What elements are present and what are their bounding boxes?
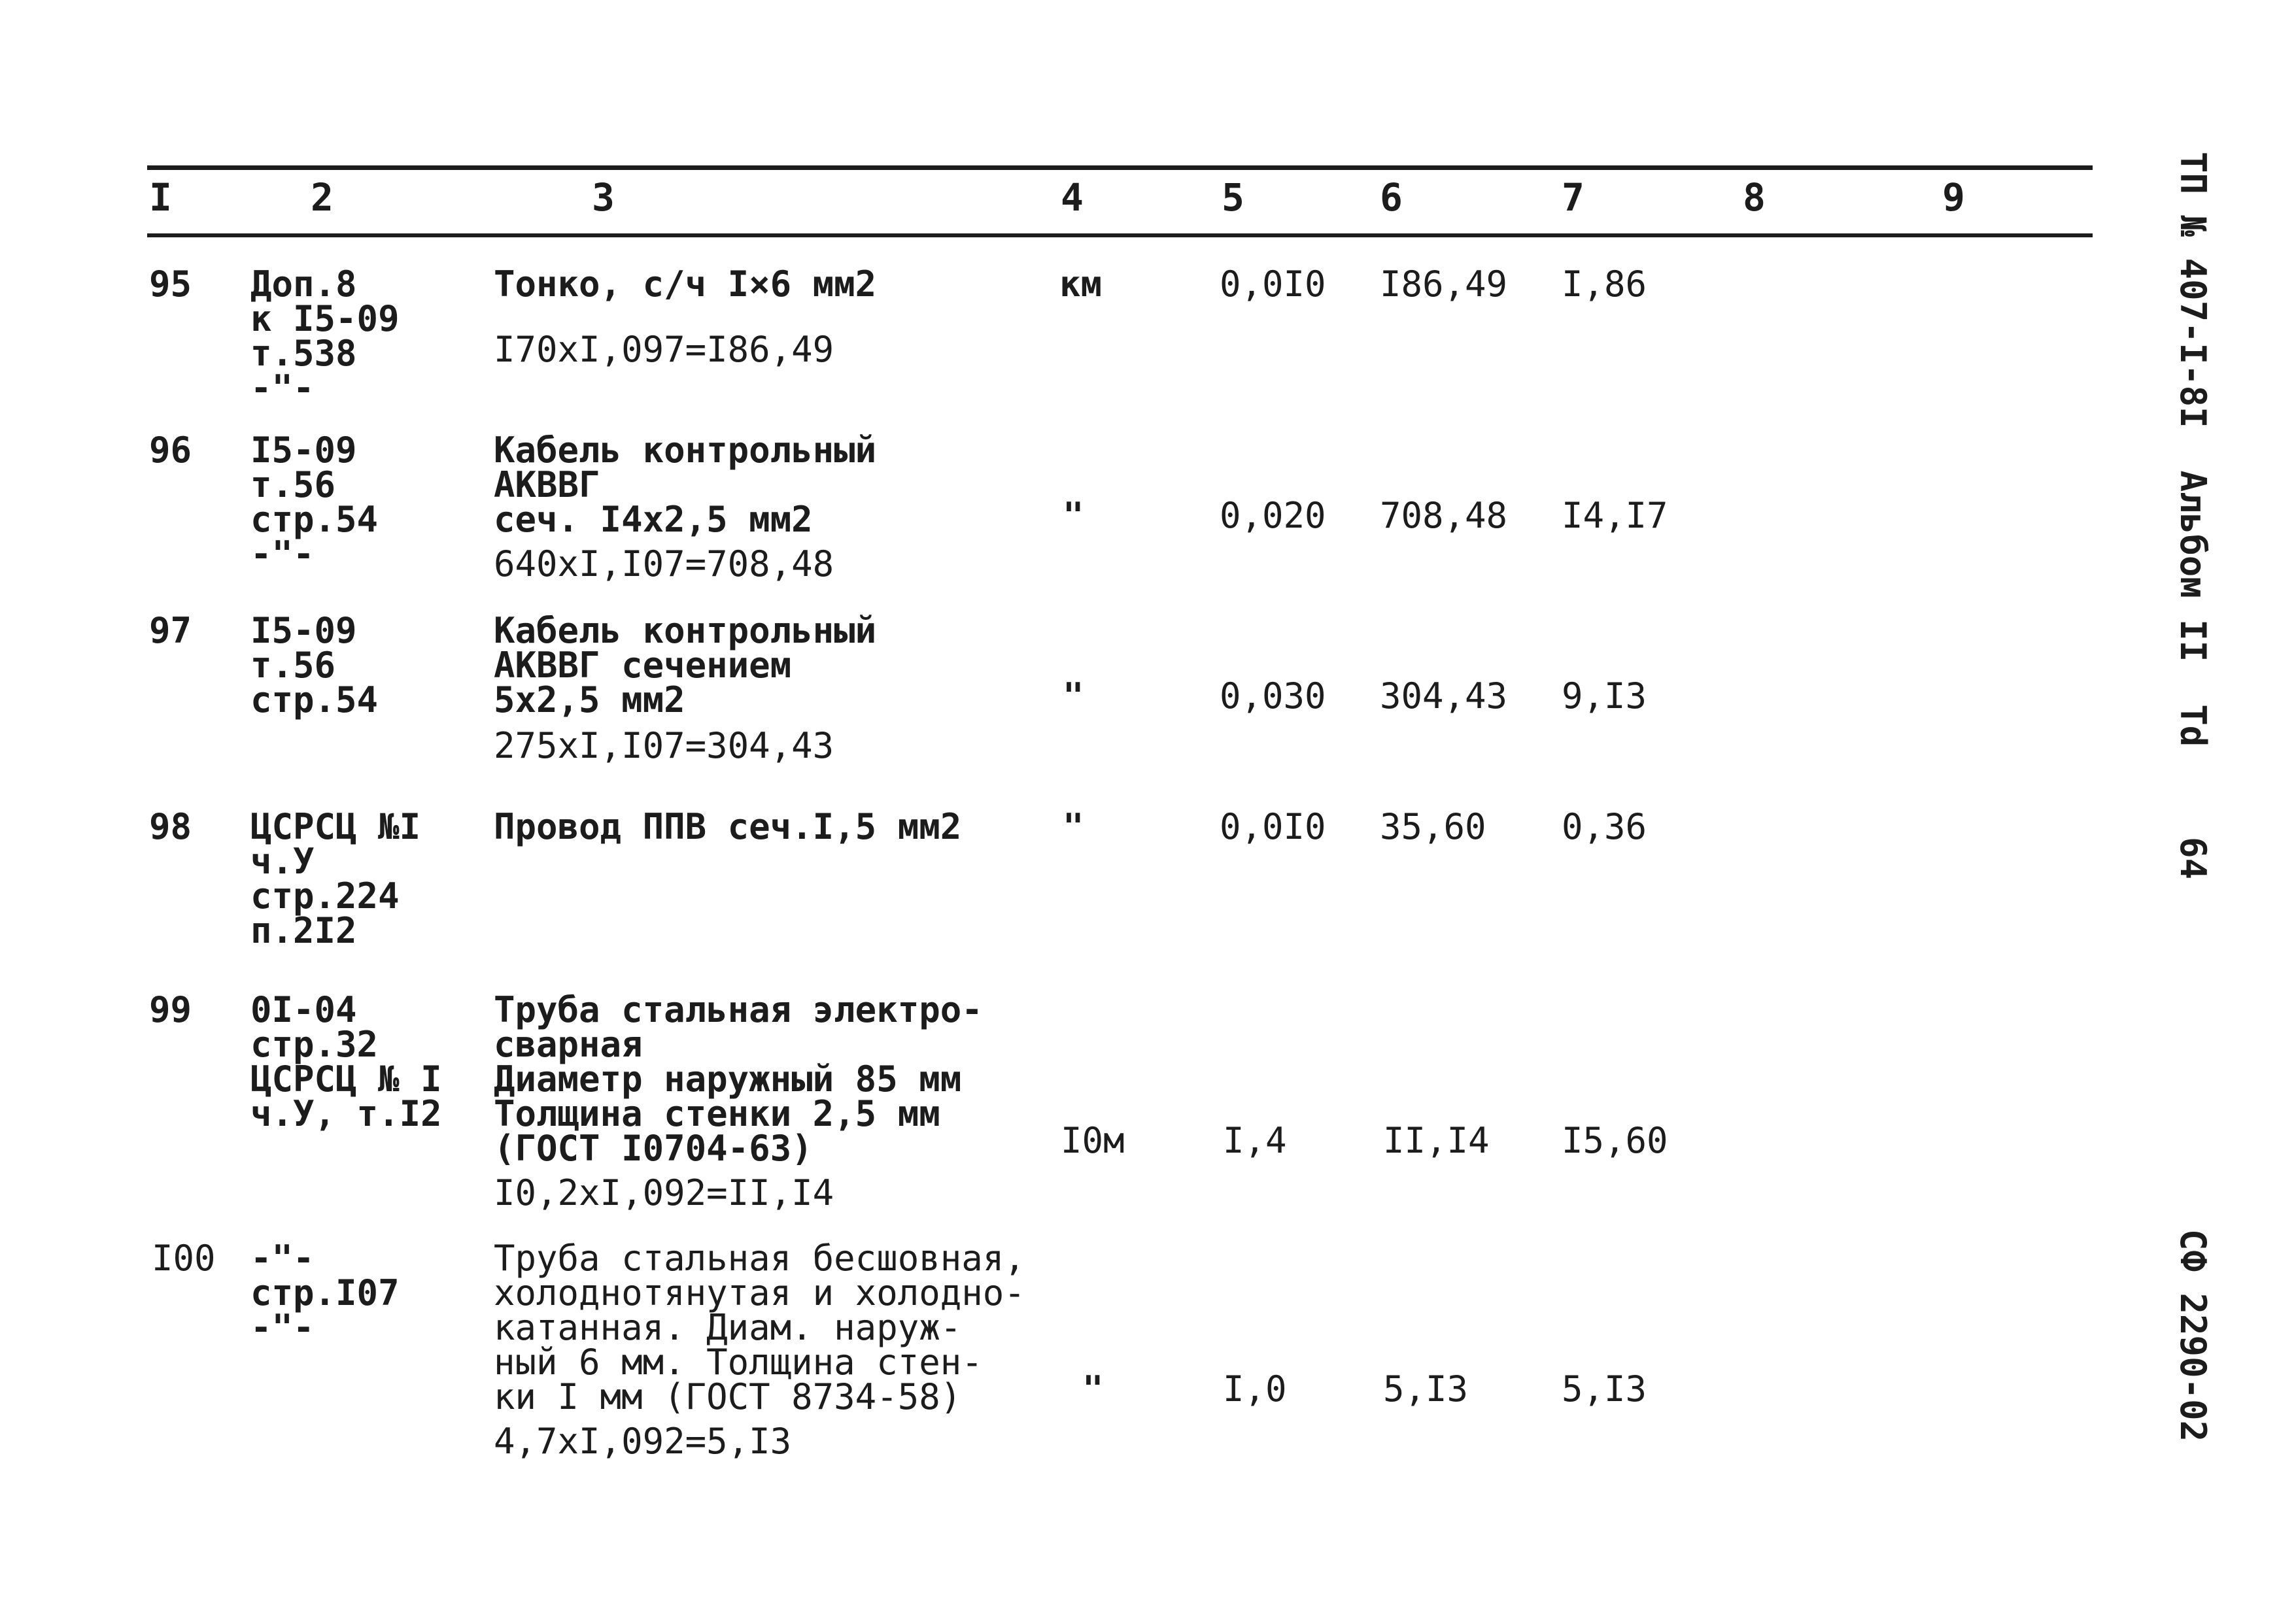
row-description: Тонко, с/ч I×6 мм2 (494, 263, 877, 305)
row-reference: I5-09 т.56 стр.54 -"- (250, 430, 379, 575)
row-reference: 0I-04 стр.32 ЦСРСЦ № I ч.У, т.I2 (250, 989, 442, 1134)
row-unit: " (1082, 1368, 1104, 1410)
row-description: Провод ППВ сеч.I,5 мм2 (494, 806, 962, 847)
row-quantity: I,4 (1223, 1120, 1287, 1161)
row-number: 99 (149, 989, 192, 1030)
row-total: I4,I7 (1562, 495, 1668, 536)
row-reference: -"- стр.I07 -"- (250, 1238, 400, 1348)
row-reference: ЦСРСЦ №I ч.У стр.224 п.2I2 (250, 806, 421, 951)
column-header-8: 8 (1743, 175, 1766, 220)
page-number: 64 (2172, 837, 2214, 880)
table-header-rule (147, 233, 2093, 237)
row-description: Труба стальная бесшовная, холоднотянутая и холодно- катанная. Диам. наруж- ный 6 мм. Толщина стен- ки I мм (ГОСТ 8734-58) (494, 1238, 1025, 1417)
row-total: I,86 (1562, 263, 1647, 305)
row-number: I00 (152, 1238, 216, 1279)
row-quantity: I,0 (1223, 1368, 1287, 1410)
row-calculation: 275xI,I07=304,43 (494, 725, 834, 766)
row-quantity: 0,020 (1220, 495, 1326, 536)
row-calculation: I70xI,097=I86,49 (494, 329, 834, 370)
row-description: Кабель контрольный АКВВГ сечением 5x2,5 мм2 (494, 610, 877, 720)
row-unit: I0м (1061, 1120, 1125, 1161)
row-calculation: 4,7xI,092=5,I3 (494, 1421, 792, 1462)
row-number: 97 (149, 610, 192, 651)
row-calculation: I0,2xI,092=II,I4 (494, 1172, 834, 1213)
row-description: Кабель контрольный АКВВГ сеч. I4x2,5 мм2 (494, 430, 877, 540)
column-header-5: 5 (1222, 175, 1244, 220)
row-unit: " (1063, 806, 1084, 847)
row-reference: Доп.8 к I5-09 т.538 -"- (250, 263, 400, 409)
row-quantity: 0,0I0 (1220, 263, 1326, 305)
column-header-2: 2 (311, 175, 334, 220)
document-code: СФ 2290-02 (2172, 1229, 2214, 1442)
row-total: I5,60 (1562, 1120, 1668, 1161)
column-header-1: I (149, 175, 172, 220)
row-number: 95 (149, 263, 192, 305)
row-unit-price: 708,48 (1380, 495, 1508, 536)
row-total: 9,I3 (1562, 675, 1647, 717)
column-header-7: 7 (1562, 175, 1585, 220)
row-unit-price: 5,I3 (1383, 1368, 1469, 1410)
column-header-9: 9 (1942, 175, 1965, 220)
column-header-4: 4 (1061, 175, 1084, 220)
row-unit: " (1063, 675, 1084, 717)
row-quantity: 0,030 (1220, 675, 1326, 717)
row-reference: I5-09 т.56 стр.54 (250, 610, 379, 720)
row-number: 98 (149, 806, 192, 847)
row-unit: км (1059, 263, 1103, 305)
album-stamp: ТП № 407-I-8I Альбом II Тd (2172, 152, 2214, 747)
row-total: 5,I3 (1562, 1368, 1647, 1410)
row-quantity: 0,0I0 (1220, 806, 1326, 847)
column-header-3: 3 (592, 175, 615, 220)
row-unit-price: II,I4 (1383, 1120, 1490, 1161)
row-unit-price: 35,60 (1380, 806, 1486, 847)
row-total: 0,36 (1562, 806, 1647, 847)
row-unit-price: I86,49 (1380, 263, 1508, 305)
row-description: Труба стальная электро- сварная Диаметр наружный 85 мм Толщина стенки 2,5 мм (ГОСТ I0704-63) (494, 989, 983, 1169)
row-calculation: 640xI,I07=708,48 (494, 543, 834, 584)
row-unit: " (1063, 495, 1084, 536)
row-unit-price: 304,43 (1380, 675, 1508, 717)
table-top-rule (147, 165, 2093, 170)
column-header-6: 6 (1380, 175, 1403, 220)
row-number: 96 (149, 430, 192, 471)
